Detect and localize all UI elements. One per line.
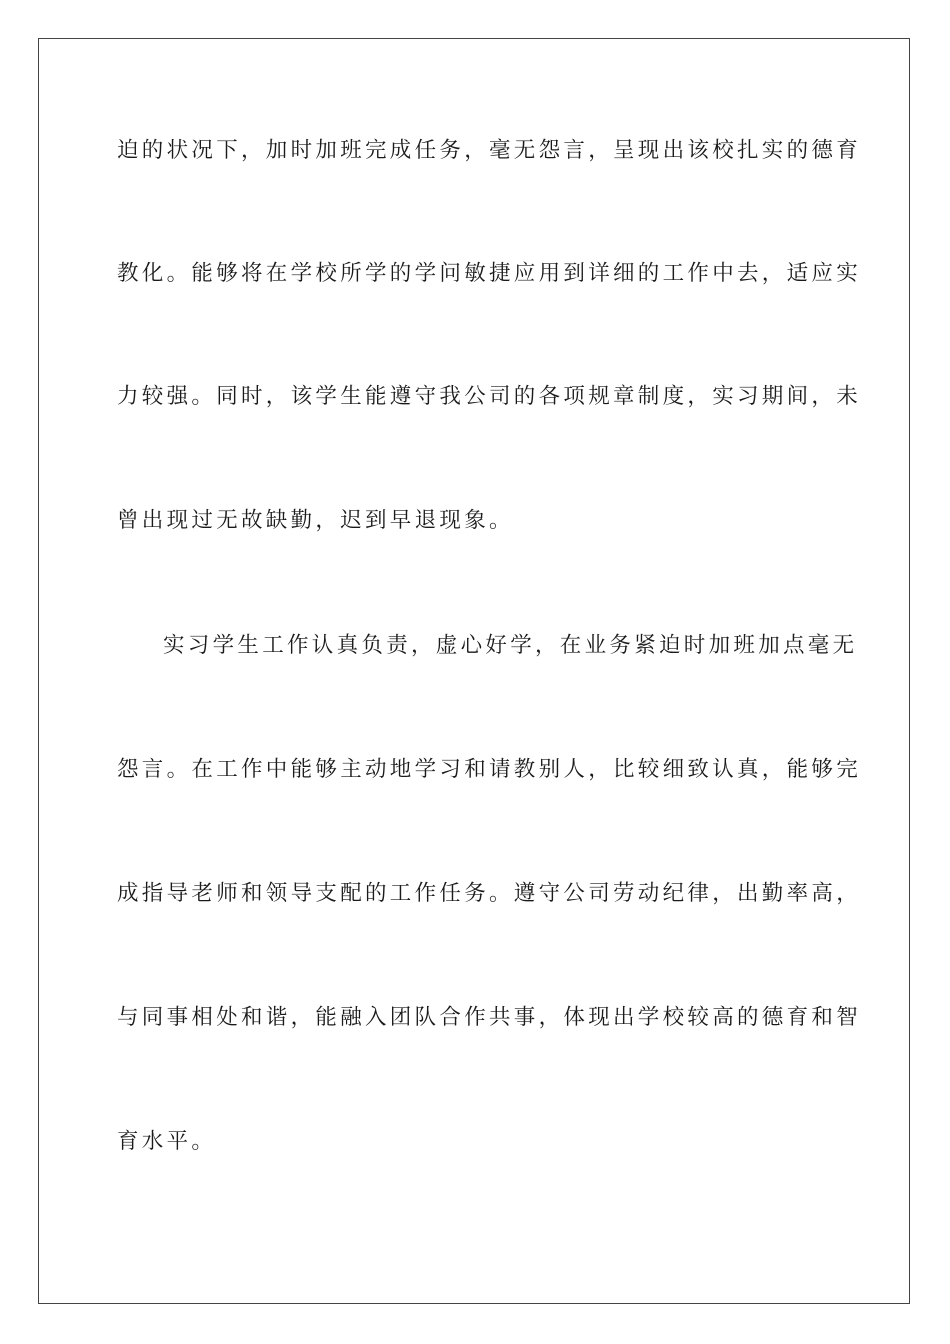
paragraph-2-line-1: 实习学生工作认真负责，虚心好学，在业务紧迫时加班加点毫无 — [163, 633, 858, 658]
paragraph-2-line-3: 成指导老师和领导支配的工作任务。遵守公司劳动纪律，出勤率高， — [117, 881, 862, 906]
paragraph-1-line-3: 力较强。同时，该学生能遵守我公司的各项规章制度，实习期间，未 — [117, 384, 862, 409]
paragraph-2-line-5: 育水平。 — [117, 1129, 217, 1154]
page-border — [38, 38, 910, 1304]
paragraph-1-line-1: 迫的状况下，加时加班完成任务，毫无怨言，呈现出该校扎实的德育 — [117, 138, 862, 163]
paragraph-2-line-4: 与同事相处和谐，能融入团队合作共事，体现出学校较高的德育和智 — [117, 1005, 862, 1030]
paragraph-1-line-2: 教化。能够将在学校所学的学问敏捷应用到详细的工作中去，适应实 — [117, 261, 862, 286]
paragraph-1-line-4: 曾出现过无故缺勤，迟到早退现象。 — [117, 508, 514, 533]
paragraph-2-line-2: 怨言。在工作中能够主动地学习和请教别人，比较细致认真，能够完 — [117, 757, 862, 782]
